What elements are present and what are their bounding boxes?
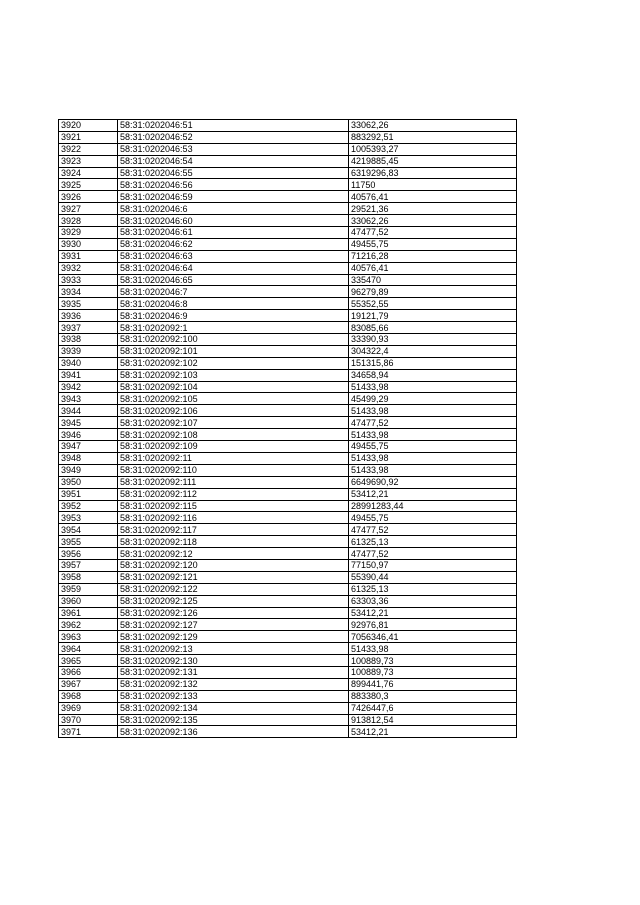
table-row [59, 488, 517, 500]
table-row [59, 191, 517, 203]
table-row [59, 429, 517, 441]
row-number-cell: 3960 [59, 595, 118, 607]
cadastral-number-cell: 58:31:0202046:6 [118, 203, 349, 215]
table-row [59, 334, 517, 346]
table-row [59, 215, 517, 227]
cadastral-number-cell: 58:31:0202046:51 [118, 120, 349, 132]
table-row [59, 643, 517, 655]
value-cell: 7426447,6 [349, 702, 517, 714]
cadastral-number-cell: 58:31:0202092:106 [118, 405, 349, 417]
row-number-cell: 3961 [59, 607, 118, 619]
row-number-cell: 3950 [59, 476, 118, 488]
value-cell: 1005393,27 [349, 143, 517, 155]
value-cell: 34658,94 [349, 369, 517, 381]
row-number-cell: 3953 [59, 512, 118, 524]
row-number-cell: 3942 [59, 381, 118, 393]
cadastral-number-cell: 58:31:0202092:127 [118, 619, 349, 631]
row-number-cell: 3930 [59, 238, 118, 250]
value-cell: 51433,98 [349, 464, 517, 476]
value-cell: 883380,3 [349, 690, 517, 702]
row-number-cell: 3923 [59, 155, 118, 167]
table-row [59, 500, 517, 512]
table-row [59, 417, 517, 429]
value-cell: 6319296,83 [349, 167, 517, 179]
value-cell: 913812,54 [349, 714, 517, 726]
table-row [59, 607, 517, 619]
row-number-cell: 3936 [59, 310, 118, 322]
row-number-cell: 3963 [59, 631, 118, 643]
cadastral-number-cell: 58:31:0202046:53 [118, 143, 349, 155]
value-cell: 71216,28 [349, 250, 517, 262]
table-row [59, 726, 517, 738]
table-row [59, 571, 517, 583]
value-cell: 55352,55 [349, 298, 517, 310]
cadastral-number-cell: 58:31:0202092:112 [118, 488, 349, 500]
cadastral-number-cell: 58:31:0202092:116 [118, 512, 349, 524]
table-row [59, 120, 517, 132]
row-number-cell: 3948 [59, 452, 118, 464]
table-row [59, 298, 517, 310]
row-number-cell: 3956 [59, 548, 118, 560]
row-number-cell: 3944 [59, 405, 118, 417]
value-cell: 40576,41 [349, 191, 517, 203]
table-row [59, 393, 517, 405]
table-row [59, 631, 517, 643]
row-number-cell: 3959 [59, 583, 118, 595]
row-number-cell: 3962 [59, 619, 118, 631]
value-cell: 7056346,41 [349, 631, 517, 643]
row-number-cell: 3952 [59, 500, 118, 512]
cadastral-number-cell: 58:31:0202092:136 [118, 726, 349, 738]
table-row [59, 441, 517, 453]
row-number-cell: 3938 [59, 334, 118, 346]
cadastral-number-cell: 58:31:0202092:104 [118, 381, 349, 393]
value-cell: 51433,98 [349, 405, 517, 417]
table-row [59, 405, 517, 417]
table-row [59, 167, 517, 179]
table-row [59, 381, 517, 393]
table-row [59, 369, 517, 381]
value-cell: 53412,21 [349, 726, 517, 738]
table-row [59, 274, 517, 286]
cadastral-number-cell: 58:31:0202092:122 [118, 583, 349, 595]
row-number-cell: 3968 [59, 690, 118, 702]
cadastral-number-cell: 58:31:0202092:117 [118, 524, 349, 536]
cadastral-number-cell: 58:31:0202046:56 [118, 179, 349, 191]
value-cell: 40576,41 [349, 262, 517, 274]
cadastral-number-cell: 58:31:0202046:64 [118, 262, 349, 274]
cadastral-number-cell: 58:31:0202092:125 [118, 595, 349, 607]
table-row [59, 357, 517, 369]
cadastral-number-cell: 58:31:0202092:134 [118, 702, 349, 714]
row-number-cell: 3958 [59, 571, 118, 583]
cadastral-number-cell: 58:31:0202092:103 [118, 369, 349, 381]
cadastral-number-cell: 58:31:0202092:13 [118, 643, 349, 655]
cadastral-number-cell: 58:31:0202092:111 [118, 476, 349, 488]
table-row [59, 227, 517, 239]
row-number-cell: 3928 [59, 215, 118, 227]
value-cell: 47477,52 [349, 524, 517, 536]
row-number-cell: 3966 [59, 666, 118, 678]
cadastral-number-cell: 58:31:0202092:107 [118, 417, 349, 429]
cadastral-number-cell: 58:31:0202046:65 [118, 274, 349, 286]
cadastral-number-cell: 58:31:0202092:110 [118, 464, 349, 476]
row-number-cell: 3922 [59, 143, 118, 155]
table-row [59, 619, 517, 631]
table-row [59, 536, 517, 548]
row-number-cell: 3937 [59, 322, 118, 334]
row-number-cell: 3947 [59, 441, 118, 453]
table-row [59, 678, 517, 690]
value-cell: 49455,75 [349, 238, 517, 250]
table-row [59, 702, 517, 714]
value-cell: 100889,73 [349, 655, 517, 667]
cadastral-number-cell: 58:31:0202046:61 [118, 227, 349, 239]
row-number-cell: 3925 [59, 179, 118, 191]
table-row [59, 548, 517, 560]
cadastral-number-cell: 58:31:0202046:54 [118, 155, 349, 167]
cadastral-number-cell: 58:31:0202092:121 [118, 571, 349, 583]
value-cell: 45499,29 [349, 393, 517, 405]
table-row [59, 583, 517, 595]
value-cell: 96279,89 [349, 286, 517, 298]
row-number-cell: 3954 [59, 524, 118, 536]
cadastral-number-cell: 58:31:0202092:11 [118, 452, 349, 464]
cadastral-number-cell: 58:31:0202046:52 [118, 131, 349, 143]
value-cell: 100889,73 [349, 666, 517, 678]
table-row [59, 131, 517, 143]
value-cell: 51433,98 [349, 643, 517, 655]
row-number-cell: 3967 [59, 678, 118, 690]
row-number-cell: 3945 [59, 417, 118, 429]
row-number-cell: 3941 [59, 369, 118, 381]
cadastral-number-cell: 58:31:0202092:100 [118, 334, 349, 346]
row-number-cell: 3971 [59, 726, 118, 738]
row-number-cell: 3940 [59, 357, 118, 369]
row-number-cell: 3926 [59, 191, 118, 203]
table-row [59, 345, 517, 357]
value-cell: 11750 [349, 179, 517, 191]
value-cell: 49455,75 [349, 512, 517, 524]
row-number-cell: 3932 [59, 262, 118, 274]
cadastral-number-cell: 58:31:0202092:120 [118, 559, 349, 571]
row-number-cell: 3965 [59, 655, 118, 667]
row-number-cell: 3929 [59, 227, 118, 239]
row-number-cell: 3920 [59, 120, 118, 132]
value-cell: 33390,93 [349, 334, 517, 346]
row-number-cell: 3957 [59, 559, 118, 571]
table-row [59, 464, 517, 476]
table-row [59, 286, 517, 298]
cadastral-number-cell: 58:31:0202046:55 [118, 167, 349, 179]
table-row [59, 322, 517, 334]
table-row [59, 179, 517, 191]
cadastral-number-cell: 58:31:0202046:62 [118, 238, 349, 250]
value-cell: 899441,76 [349, 678, 517, 690]
cadastral-number-cell: 58:31:0202092:102 [118, 357, 349, 369]
cadastral-number-cell: 58:31:0202092:131 [118, 666, 349, 678]
cadastral-value-table [58, 119, 517, 738]
cadastral-number-cell: 58:31:0202092:130 [118, 655, 349, 667]
value-cell: 47477,52 [349, 227, 517, 239]
cadastral-number-cell: 58:31:0202092:115 [118, 500, 349, 512]
row-number-cell: 3931 [59, 250, 118, 262]
table-row [59, 666, 517, 678]
cadastral-number-cell: 58:31:0202092:133 [118, 690, 349, 702]
value-cell: 304322,4 [349, 345, 517, 357]
value-cell: 28991283,44 [349, 500, 517, 512]
table-row [59, 714, 517, 726]
cadastral-number-cell: 58:31:0202046:60 [118, 215, 349, 227]
row-number-cell: 3939 [59, 345, 118, 357]
cadastral-number-cell: 58:31:0202092:108 [118, 429, 349, 441]
value-cell: 49455,75 [349, 441, 517, 453]
table-row [59, 690, 517, 702]
cadastral-number-cell: 58:31:0202092:126 [118, 607, 349, 619]
table-body [59, 120, 517, 738]
table-row [59, 595, 517, 607]
value-cell: 6649690,92 [349, 476, 517, 488]
cadastral-number-cell: 58:31:0202092:135 [118, 714, 349, 726]
row-number-cell: 3949 [59, 464, 118, 476]
row-number-cell: 3943 [59, 393, 118, 405]
row-number-cell: 3935 [59, 298, 118, 310]
row-number-cell: 3921 [59, 131, 118, 143]
row-number-cell: 3946 [59, 429, 118, 441]
cadastral-number-cell: 58:31:0202092:109 [118, 441, 349, 453]
value-cell: 83085,66 [349, 322, 517, 334]
value-cell: 51433,98 [349, 452, 517, 464]
value-cell: 61325,13 [349, 536, 517, 548]
row-number-cell: 3969 [59, 702, 118, 714]
row-number-cell: 3924 [59, 167, 118, 179]
cadastral-number-cell: 58:31:0202092:118 [118, 536, 349, 548]
value-cell: 51433,98 [349, 429, 517, 441]
cadastral-number-cell: 58:31:0202046:8 [118, 298, 349, 310]
value-cell: 883292,51 [349, 131, 517, 143]
value-cell: 55390,44 [349, 571, 517, 583]
value-cell: 151315,86 [349, 357, 517, 369]
table-row [59, 155, 517, 167]
table-row [59, 512, 517, 524]
row-number-cell: 3951 [59, 488, 118, 500]
value-cell: 47477,52 [349, 548, 517, 560]
value-cell: 47477,52 [349, 417, 517, 429]
cadastral-number-cell: 58:31:0202046:59 [118, 191, 349, 203]
value-cell: 33062,26 [349, 215, 517, 227]
value-cell: 63303,36 [349, 595, 517, 607]
row-number-cell: 3934 [59, 286, 118, 298]
table-row [59, 559, 517, 571]
table-row [59, 143, 517, 155]
value-cell: 61325,13 [349, 583, 517, 595]
value-cell: 53412,21 [349, 607, 517, 619]
value-cell: 33062,26 [349, 120, 517, 132]
cadastral-number-cell: 58:31:0202092:132 [118, 678, 349, 690]
value-cell: 19121,79 [349, 310, 517, 322]
cadastral-number-cell: 58:31:0202092:129 [118, 631, 349, 643]
value-cell: 77150,97 [349, 559, 517, 571]
table-row [59, 262, 517, 274]
table-row [59, 238, 517, 250]
row-number-cell: 3927 [59, 203, 118, 215]
value-cell: 335470 [349, 274, 517, 286]
value-cell: 53412,21 [349, 488, 517, 500]
value-cell: 29521,36 [349, 203, 517, 215]
table-row [59, 524, 517, 536]
row-number-cell: 3970 [59, 714, 118, 726]
table-row [59, 310, 517, 322]
table-row [59, 250, 517, 262]
table-row [59, 476, 517, 488]
row-number-cell: 3955 [59, 536, 118, 548]
cadastral-number-cell: 58:31:0202092:101 [118, 345, 349, 357]
cadastral-number-cell: 58:31:0202046:7 [118, 286, 349, 298]
table-row [59, 655, 517, 667]
cadastral-number-cell: 58:31:0202046:9 [118, 310, 349, 322]
value-cell: 51433,98 [349, 381, 517, 393]
row-number-cell: 3933 [59, 274, 118, 286]
cadastral-number-cell: 58:31:0202092:105 [118, 393, 349, 405]
cadastral-number-cell: 58:31:0202092:1 [118, 322, 349, 334]
value-cell: 92976,81 [349, 619, 517, 631]
cadastral-number-cell: 58:31:0202092:12 [118, 548, 349, 560]
row-number-cell: 3964 [59, 643, 118, 655]
table-row [59, 452, 517, 464]
cadastral-number-cell: 58:31:0202046:63 [118, 250, 349, 262]
table-row [59, 203, 517, 215]
value-cell: 4219885,45 [349, 155, 517, 167]
